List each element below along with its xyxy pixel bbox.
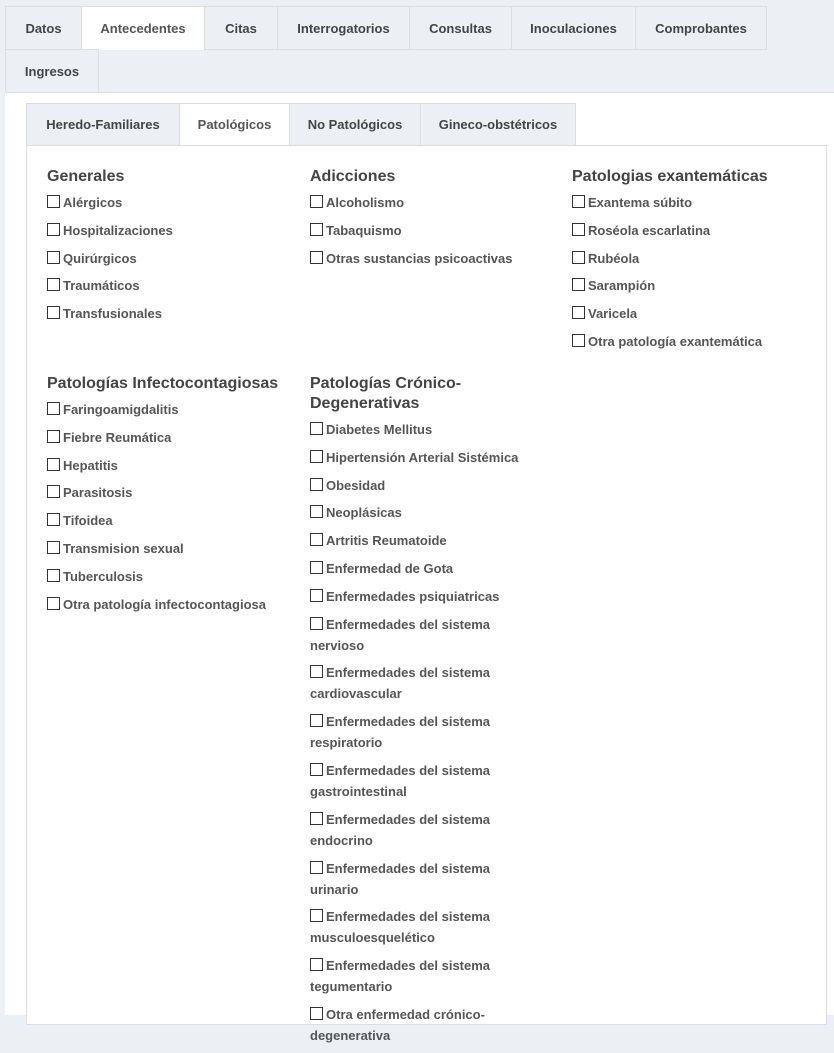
antecedentes-panel (5, 92, 834, 1043)
checkbox[interactable] (310, 665, 323, 678)
checkbox-item[interactable] (47, 303, 287, 324)
checkbox-label: Hepatitis (63, 457, 118, 473)
checkbox-label: Enfermedades del sistema respiratorio (310, 714, 491, 751)
checkbox[interactable] (310, 861, 323, 874)
checkbox-item[interactable] (47, 566, 292, 587)
checkbox-label: Hospitalizaciones (63, 222, 173, 238)
checkbox-item[interactable] (47, 427, 292, 448)
checkbox-item[interactable] (47, 510, 292, 531)
checkbox-label: Enfermedades del sistema musculoesquelético (310, 909, 491, 946)
checkbox-item[interactable] (310, 475, 542, 496)
checkbox[interactable] (47, 278, 60, 291)
checkbox[interactable] (47, 485, 60, 498)
group-cronico-degenerativas (310, 374, 542, 1053)
checkbox-item[interactable] (47, 399, 292, 420)
checkbox-label: Enfermedades psiquiatricas (326, 588, 500, 604)
checkbox[interactable] (47, 306, 60, 319)
checkbox-item[interactable] (572, 248, 812, 269)
tab-comprobantes[interactable]: Comprobantes (635, 6, 767, 50)
checkbox-item[interactable] (572, 331, 812, 352)
checkbox[interactable] (47, 597, 60, 610)
checkbox[interactable] (310, 478, 323, 491)
checkbox-item[interactable] (310, 858, 542, 900)
group-title: Adicciones (310, 168, 396, 185)
group-title: Patologias exantemáticas (572, 168, 768, 185)
checkbox-label: Sarampión (588, 278, 656, 294)
patologicos-content (26, 145, 827, 1043)
checkbox-label: Roséola escarlatina (588, 222, 711, 238)
checkbox-label: Artritis Reumatoide (326, 533, 447, 549)
checkbox-item[interactable] (47, 594, 292, 615)
tab-ingresos[interactable]: Ingresos (5, 49, 99, 93)
tab-datos[interactable]: Datos (5, 6, 82, 50)
group-exantematicas (572, 167, 812, 359)
group-infectocontagiosas (47, 374, 292, 621)
checkbox-label: Enfermedad de Gota (326, 560, 454, 576)
checkbox[interactable] (310, 561, 323, 574)
checkbox[interactable] (310, 617, 323, 630)
tab-consultas[interactable]: Consultas (409, 6, 512, 50)
checkbox-label: Fiebre Reumática (63, 429, 172, 445)
checkbox-item[interactable] (310, 530, 542, 551)
group-title: Generales (47, 168, 125, 185)
checkbox-label: Quirúrgicos (63, 250, 137, 266)
checkbox-item[interactable] (310, 586, 542, 607)
checkbox[interactable] (572, 334, 585, 347)
checkbox-item[interactable] (310, 220, 550, 241)
checkbox[interactable] (572, 306, 585, 319)
checkbox-item[interactable] (47, 248, 287, 269)
checkbox-label: Parasitosis (63, 485, 133, 501)
checkbox[interactable] (47, 458, 60, 471)
checkbox-item[interactable] (310, 248, 550, 269)
checkbox-item[interactable] (310, 192, 550, 213)
checkbox[interactable] (310, 533, 323, 546)
checkbox-item[interactable] (310, 760, 542, 802)
checkbox-item[interactable] (310, 502, 542, 523)
checkbox[interactable] (310, 505, 323, 518)
checkbox-item[interactable] (572, 303, 812, 324)
tab-citas[interactable]: Citas (204, 6, 278, 50)
checkbox-item[interactable] (572, 220, 812, 241)
checkbox[interactable] (310, 589, 323, 602)
checkbox[interactable] (310, 195, 323, 208)
checkbox-label: Tuberculosis (63, 568, 143, 584)
checkbox-label: Otras sustancias psicoactivas (326, 250, 513, 266)
checkbox-item[interactable] (572, 192, 812, 213)
checkbox-label: Tabaquismo (326, 222, 402, 238)
checkbox[interactable] (572, 251, 585, 264)
checkbox-label: Otra patología infectocontagiosa (63, 596, 266, 612)
checkbox-item[interactable] (310, 809, 542, 851)
checkbox[interactable] (310, 812, 323, 825)
checkbox-label: Varicela (588, 306, 638, 322)
checkbox-label: Otra patología exantemática (588, 333, 763, 349)
sub-tabs (26, 103, 826, 146)
checkbox-label: Otra enfermedad crónico-degenerativa (310, 1006, 485, 1043)
checkbox-item[interactable] (47, 220, 287, 241)
checkbox-item[interactable] (47, 482, 292, 503)
checkbox-item[interactable] (572, 275, 812, 296)
checkbox-label: Enfermedades del sistema gastrointestinal (310, 762, 491, 799)
checkbox-label: Alérgicos (63, 195, 123, 210)
subtab-heredo-familiares[interactable]: Heredo-Familiares (26, 103, 180, 146)
checkbox-item[interactable] (310, 558, 542, 579)
checkbox-item[interactable] (47, 275, 287, 296)
subtab-gineco-obstetricos[interactable]: Gineco-obstétricos (420, 103, 576, 146)
checkbox[interactable] (310, 763, 323, 776)
checkbox[interactable] (310, 958, 323, 971)
checkbox[interactable] (47, 513, 60, 526)
checkbox-item[interactable] (310, 614, 542, 656)
checkbox[interactable] (310, 251, 323, 264)
checkbox-label: Faringoamigdalitis (63, 402, 179, 417)
checkbox-label: Diabetes Mellitus (326, 422, 433, 437)
checkbox-label: Transmision sexual (63, 540, 184, 556)
checkbox-item[interactable] (310, 711, 542, 753)
checkbox[interactable] (572, 278, 585, 291)
checkbox-label: Rubéola (588, 250, 640, 266)
checkbox-item[interactable] (47, 455, 292, 476)
checkbox[interactable] (310, 714, 323, 727)
checkbox-label: Enfermedades del sistema cardiovascular (310, 665, 491, 702)
checkbox-label: Transfusionales (63, 306, 162, 322)
checkbox-label: Enfermedades del sistema nervioso (310, 616, 491, 653)
checkbox-label: Enfermedades del sistema urinario (310, 860, 491, 897)
checkbox-item[interactable] (47, 192, 287, 213)
checkbox-label: Hipertensión Arterial Sistémica (326, 449, 519, 465)
subtab-no-patologicos[interactable]: No Patológicos (289, 103, 421, 146)
checkbox[interactable] (310, 422, 323, 435)
checkbox[interactable] (47, 402, 60, 415)
checkbox[interactable] (47, 430, 60, 443)
checkbox-label: Enfermedades del sistema tegumentario (310, 958, 491, 995)
checkbox[interactable] (572, 195, 585, 208)
checkbox-label: Neoplásicas (326, 505, 402, 521)
checkbox-item[interactable] (47, 538, 292, 559)
checkbox[interactable] (47, 569, 60, 582)
checkbox-item[interactable] (310, 906, 542, 948)
main-tabs (5, 6, 834, 92)
checkbox-item[interactable] (310, 419, 542, 440)
checkbox[interactable] (572, 223, 585, 236)
tab-interrogatorios[interactable]: Interrogatorios (277, 6, 410, 50)
group-title: Patologías Infectocontagiosas (47, 375, 279, 392)
checkbox-item[interactable] (310, 955, 542, 997)
tab-antecedentes[interactable]: Antecedentes (81, 6, 205, 50)
checkbox[interactable] (47, 195, 60, 208)
checkbox[interactable] (47, 223, 60, 236)
checkbox[interactable] (310, 1007, 323, 1020)
checkbox-item[interactable] (310, 447, 542, 468)
checkbox-label: Traumáticos (63, 278, 140, 294)
checkbox-label: Exantema súbito (588, 195, 693, 210)
checkbox-label: Tifoidea (63, 513, 113, 529)
tab-inoculaciones[interactable]: Inoculaciones (511, 6, 636, 50)
subtab-patologicos[interactable]: Patológicos (179, 103, 290, 146)
checkbox[interactable] (47, 251, 60, 264)
checkbox[interactable] (310, 450, 323, 463)
checkbox[interactable] (310, 909, 323, 922)
checkbox-label: Enfermedades del sistema endocrino (310, 811, 491, 848)
group-adicciones (310, 167, 550, 275)
checkbox[interactable] (310, 223, 323, 236)
checkbox[interactable] (47, 541, 60, 554)
group-generales (47, 167, 287, 331)
checkbox-label: Obesidad (326, 477, 386, 493)
checkbox-item[interactable] (310, 1004, 542, 1046)
checkbox-label: Alcoholismo (326, 195, 405, 210)
group-title: Patologías Crónico-Degenerativas (310, 375, 462, 412)
checkbox-item[interactable] (310, 662, 542, 704)
